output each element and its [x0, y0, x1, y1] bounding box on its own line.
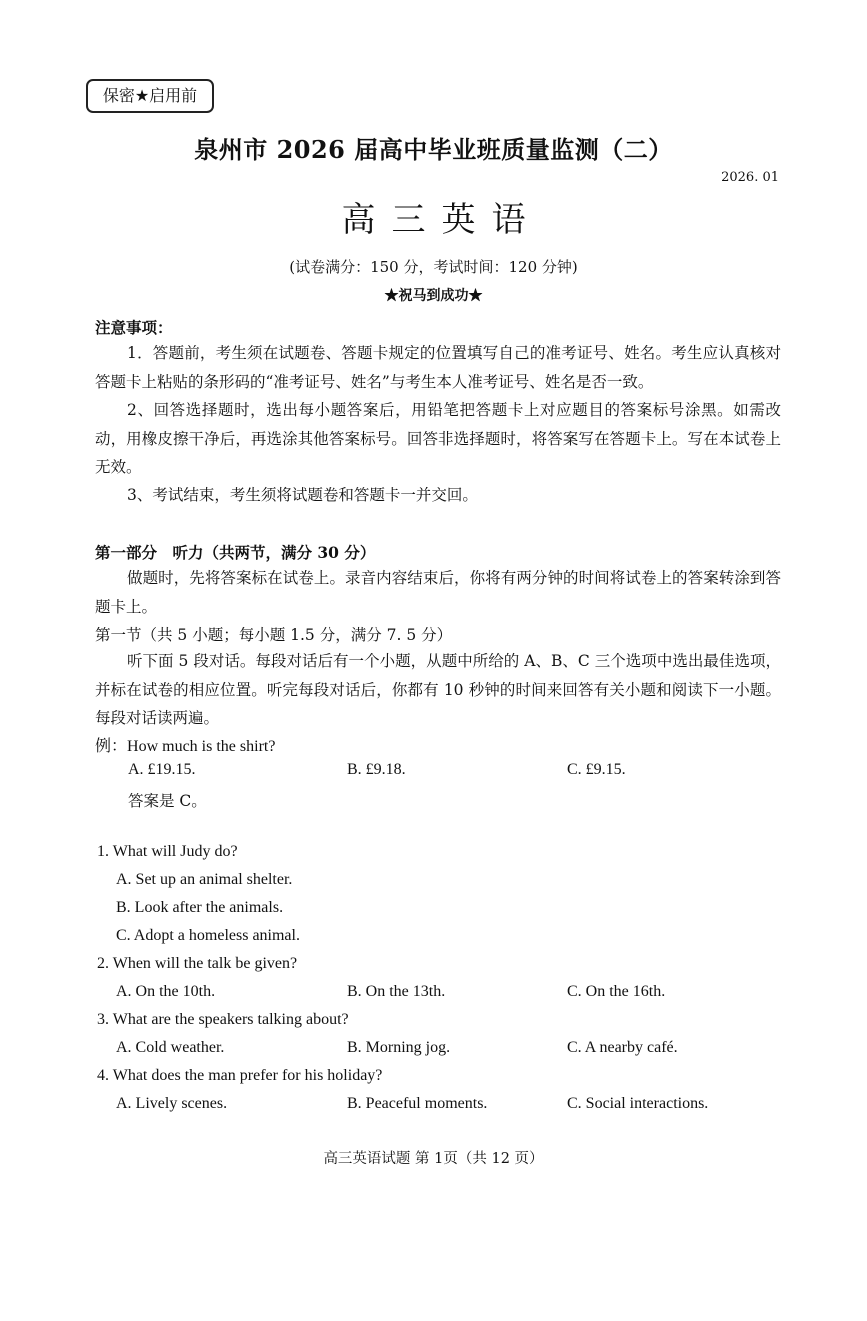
q4-option-c: C. Social interactions.	[567, 1095, 709, 1112]
q3-option-a: A. Cold weather.	[116, 1039, 225, 1056]
exam-title: 泉州市 2026 届高中毕业班质量监测（二）	[194, 135, 673, 164]
notice-item-1: 1．答题前，考生须在试题卷、答题卡规定的位置填写自己的准考证号、姓名。考生应认真核对答题卡上粘贴的条形码的“准考证号、姓名”与考生本人准考证号、姓名是否一致。	[95, 344, 781, 391]
example-answer: 答案是 C。	[128, 792, 207, 810]
part1-intro: 做题时，先将答案标在试卷上。录音内容结束后，你将有两分钟的时间将试卷上的答案转涂到答题卡上。	[95, 569, 781, 616]
good-luck-wish: ★祝马到成功★	[384, 288, 483, 304]
page-footer: 高三英语试题 第 1页（共 12 页）	[323, 1151, 544, 1167]
question-3: 3. What are the speakers talking about?	[97, 1011, 349, 1028]
q1-option-b: B. Look after the animals.	[116, 899, 284, 916]
section1-intro: 听下面 5 段对话。每段对话后有一个小题，从题中所给的 A、B、C 三个选项中选出最佳选项，并标在试卷的相应位置。听完每段对话后，你都有 10 秒钟的时间来回答有关小题和阅读下一小题。每段对话读两遍。	[95, 652, 781, 727]
example-question	[95, 733, 275, 756]
exam-date: 2026. 01	[721, 170, 779, 185]
q1-option-c: C. Adopt a homeless animal.	[116, 927, 300, 944]
subject-title: 高三英语	[341, 200, 542, 240]
example-option-b: B. £9.18.	[347, 761, 406, 778]
example-option-c: C. £9.15.	[567, 761, 626, 778]
notice-item-3: 3、考试结束，考生须将试题卷和答题卡一并交回。	[127, 486, 478, 504]
example-question-text: How much is the shirt?	[127, 738, 276, 755]
q2-option-a: A. On the 10th.	[116, 983, 216, 1000]
q3-option-c: C. A nearby café.	[567, 1039, 678, 1056]
example-prefix: 例：	[95, 738, 128, 755]
question-2: 2. When will the talk be given?	[97, 955, 298, 972]
example-option-a: A. £19.15.	[128, 761, 196, 778]
q2-option-b: B. On the 13th.	[347, 983, 446, 1000]
q2-option-c: C. On the 16th.	[567, 983, 666, 1000]
question-4: 4. What does the man prefer for his holiday?	[97, 1067, 383, 1084]
q3-option-b: B. Morning jog.	[347, 1039, 451, 1056]
q4-option-a: A. Lively scenes.	[116, 1095, 228, 1112]
part1-heading: 第一部分 听力（共两节，满分 30 分）	[95, 543, 376, 562]
confidential-label: 保密★启用前	[86, 79, 214, 113]
q4-option-b: B. Peaceful moments.	[347, 1095, 488, 1112]
q1-option-a: A. Set up an animal shelter.	[116, 871, 293, 888]
notice-heading: 注意事项：	[95, 318, 173, 337]
notice-item-2: 2、回答选择题时，选出每小题答案后，用铅笔把答题卡上对应题目的答案标号涂黑。如需改动，用橡皮擦干净后，再选涂其他答案标号。回答非选择题时，将答案写在答题卡上。写在本试卷上无效。	[95, 401, 781, 476]
exam-info: (试卷满分：150 分，考试时间：120 分钟)	[289, 258, 578, 276]
section1-heading: 第一节（共 5 小题；每小题 1.5 分，满分 7. 5 分）	[95, 626, 453, 644]
question-1: 1. What will Judy do?	[97, 843, 238, 860]
